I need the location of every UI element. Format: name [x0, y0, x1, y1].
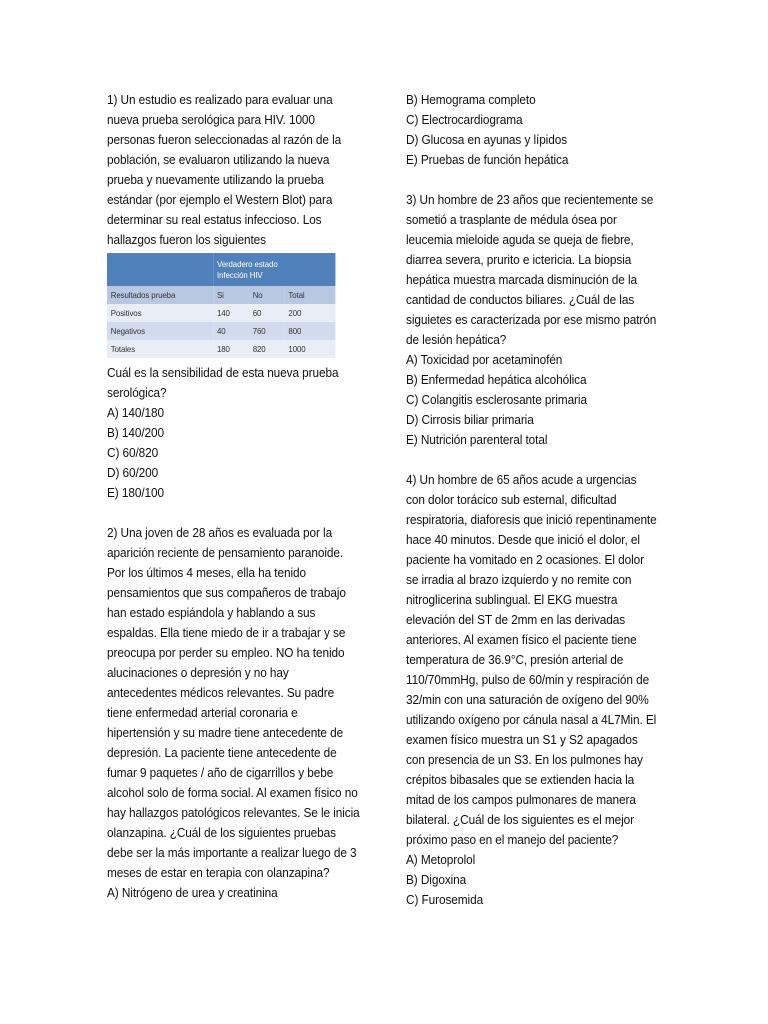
question-2-stem: 2) Una joven de 28 años es evaluada por la aparición reciente de pensamiento paranoide. Por los últimos 4 meses, ella ha tenido pensamientos que sus compañeros de trabajo han estado espiándola y hablando a sus espaldas. Ella tiene miedo de ir a trabajar y se preocupa por perder su empleo. NO ha tenido alucinaciones o depresión y no hay antecedentes médicos relevantes. Su padre tiene enfermedad arterial coronaria e hipertensión y su madre tiene antecedente de depresión. La paciente tiene antecedente de fumar 9 paquetes / año de cigarrillos y bebe alcohol solo de forma social. Al examen físico no hay hallazgos patológicos relevantes. Se le inicia olanzapina. ¿Cuál de los siguientes pruebas debe ser la más importante a realizar luego de 3 meses de estar en terapia con olanzapina? [107, 526, 360, 880]
answer-option: A) Metoprolol [406, 853, 476, 867]
question-3-stem: 3) Un hombre de 23 años que recientemente se sometió a trasplante de médula ósea por leucemia mieloide aguda se queja de fiebre, diarrea severa, prurito e ictericia. La biopsia hepática muestra marcada disminución de la cantidad de conductos biliares. ¿Cuál de las siguietes es caracterizada por ese mismo patrón de lesión hepática? [406, 193, 657, 347]
true-status-header: Verdadero estado Infección HIV [213, 253, 335, 286]
answer-option: B) Hemograma completo [406, 93, 536, 107]
table-cell: 40 [213, 322, 249, 340]
column-header: No [249, 286, 285, 304]
column-header: Si [213, 286, 249, 304]
table-cell: 1000 [285, 340, 336, 358]
table-cell: Positivos [107, 304, 213, 322]
question-1-stem: 1) Un estudio es realizado para evaluar una nueva prueba serológica para HIV. 1000 personas fueron seleccionadas al razón de la población, se evaluaron utilizando la nueva prueba y nuevamente utilizando la prueba estándar (por ejemplo el Western Blot) para determinar su real estatus infeccioso. Los hallazgos fueron los siguientes [107, 93, 342, 247]
answer-option: C) Electrocardiograma [406, 113, 523, 127]
table-row [107, 322, 335, 340]
question-1-prompt: Cuál es la sensibilidad de esta nueva prueba serológica? [107, 366, 339, 400]
left-column [107, 90, 361, 903]
answer-option: B) Digoxina [406, 873, 467, 887]
table-cell: 760 [249, 322, 285, 340]
answer-option: E) Nutrición parenteral total [406, 433, 548, 447]
table-cell: 200 [285, 304, 336, 322]
column-header: Total [285, 286, 336, 304]
table-cell: Totales [107, 340, 213, 358]
answer-option: D) 60/200 [107, 466, 159, 480]
answer-option: D) Glucosa en ayunas y lípidos [406, 133, 568, 147]
table-cell: Negativos [107, 322, 213, 340]
answer-option: B) 140/200 [107, 426, 164, 440]
answer-option: A) Nitrógeno de urea y creatinina [107, 886, 278, 900]
answer-option: A) 140/180 [107, 406, 164, 420]
hiv-results-table [107, 253, 335, 358]
table-cell: 140 [213, 304, 249, 322]
answer-option: C) Colangitis esclerosante primaria [406, 393, 587, 407]
answer-option: D) Cirrosis biliar primaria [406, 413, 534, 427]
answer-option: C) Furosemida [406, 893, 484, 907]
answer-option: E) Pruebas de función hepática [406, 153, 569, 167]
table-column-headers [107, 286, 335, 304]
column-header: Resultados prueba [107, 286, 213, 304]
table-cell: 820 [249, 340, 285, 358]
answer-option: E) 180/100 [107, 486, 164, 500]
table-cell: 800 [285, 322, 336, 340]
right-column [406, 90, 658, 910]
answer-option: A) Toxicidad por acetaminofén [406, 353, 563, 367]
table-row [107, 304, 335, 322]
table-row [107, 340, 335, 358]
table-cell: 180 [213, 340, 249, 358]
answer-option: B) Enfermedad hepática alcohólica [406, 373, 587, 387]
question-4-stem: 4) Un hombre de 65 años acude a urgencias con dolor torácico sub esternal, dificultad respiratoria, diaforesis que inició repentinamente hace 40 minutos. Desde que inició el dolor, el paciente ha vomitado en 2 ocasiones. El dolor se irradia al brazo izquierdo y no remite con nitroglicerina sublingual. El EKG muestra elevación del ST de 2mm en las derivadas anteriores. Al examen físico el paciente tiene temperatura de 36.9°C, presión arterial de 110/70mmHg, pulso de 60/min y respiración de 32/min con una saturación de oxígeno del 90% utilizando oxígeno por cánula nasal a 4L7Min. El examen físico muestra un S1 y S2 apagados con presencia de un S3. En los pulmones hay crépitos bibasales que se extienden hacia la mitad de los campos pulmonares de manera bilateral. ¿Cuál de los siguientes es el mejor próximo paso en el manejo del paciente? [406, 473, 657, 847]
answer-option: C) 60/820 [107, 446, 159, 460]
table-cell: 60 [249, 304, 285, 322]
table-header-row [107, 253, 335, 286]
